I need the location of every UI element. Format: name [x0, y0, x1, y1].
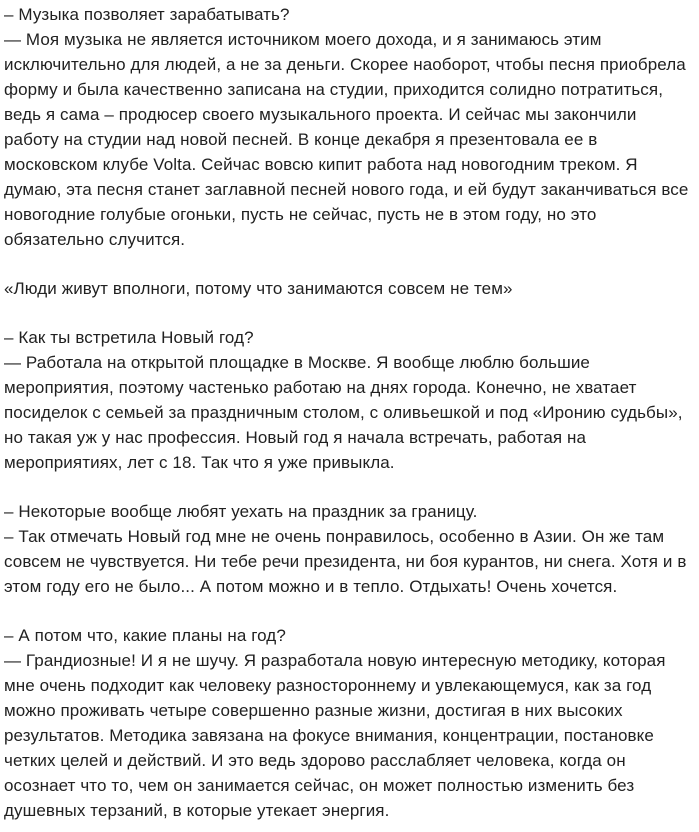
- interview-question: – Некоторые вообще любят уехать на праздник за границу.: [4, 502, 478, 521]
- qa-block-music-income: [4, 2, 693, 252]
- interview-question: – Как ты встретила Новый год?: [4, 328, 254, 347]
- interview-question: – Музыка позволяет зарабатывать?: [4, 5, 290, 24]
- pull-quote: «Люди живут вполноги, потому что занимаются совсем не тем»: [4, 279, 513, 298]
- interview-answer: — Грандиозные! И я не шучу. Я разработала новую интересную методику, которая мне очень подходит как человеку разностороннему и увлекающемуся, как за год можно проживать четыре совершенно разные жизни, достигая в них высоких результатов. Методика завязана на фокусе внимания, концентрации, постановке четких целей и действий. И это ведь здорово расслабляет человека, когда он осознает что то, чем он занимается сейчас, он может полностью изменить без душевных терзаний, в которые утекает энергия.: [4, 651, 666, 820]
- interview-answer: – Так отмечать Новый год мне не очень понравилось, особенно в Азии. Он же там совсем не чувствуется. Ни тебе речи президента, ни боя курантов, ни снега. Хотя и в этом году его не было... А потом можно и в тепло. Отдыхать! Очень хочется.: [4, 527, 687, 596]
- interview-answer: — Моя музыка не является источником моего дохода, и я занимаюсь этим исключительно для людей, а не за деньги. Скорее наоборот, чтобы песня приобрела форму и была качественно записана на студии, приходится солидно потратиться, ведь я сама – продюсер своего музыкального проекта. И сейчас мы закончили работу на студии над новой песней. В конце декабря я презентовала ее в московском клубе Volta. Сейчас вовсю кипит работа над новогодним треком. Я думаю, эта песня станет заглавной песней нового года, и ей будут заканчиваться все новогодние голубые огоньки, пусть не сейчас, пусть не в этом году, но это обязательно случится.: [4, 30, 689, 249]
- interview-question: – А потом что, какие планы на год?: [4, 626, 286, 645]
- qa-block-new-year: [4, 325, 693, 475]
- interview-answer: — Работала на открытой площадке в Москве. Я вообще люблю большие мероприятия, поэтому частенько работаю на днях города. Конечно, не хватает посиделок с семьей за праздничным столом, с оливьешкой и под «Иронию судьбы», но такая уж у нас профессия. Новый год я начала встречать, работая на мероприятиях, лет с 18. Так что я уже привыкла.: [4, 353, 683, 472]
- qa-block-holiday-abroad: [4, 499, 693, 599]
- qa-block-year-plans: [4, 623, 693, 823]
